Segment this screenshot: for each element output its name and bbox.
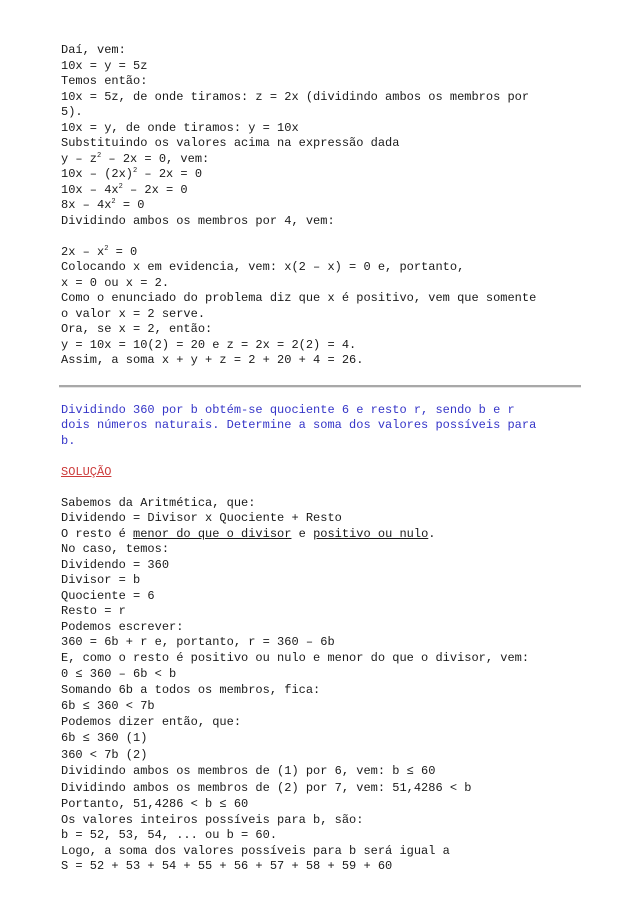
text-line: Substituindo os valores acima na expressão dada <box>61 136 400 150</box>
equation-line: $10x - 4x^2 - 2x = 0$ <box>61 182 188 197</box>
previous-solution <box>61 43 581 369</box>
equation-line: $2x - x^2 = 0$ <box>61 244 138 259</box>
problem-statement <box>61 403 581 450</box>
equation-line: $y - z^2 - 2x = 0$, vem: <box>61 151 210 166</box>
text-line: Dividindo ambos os membros de (1) por 6, vem: b ≤ 60 <box>61 764 436 778</box>
equation-line: y = 10x = 10(2) = 20 e z = 2x = 2(2) = 4. <box>61 337 357 352</box>
text-line: Logo, a soma dos valores possíveis para b será igual a <box>61 843 450 858</box>
text-line: Como o enunciado do problema diz que x é positivo, vem que somente <box>61 291 537 305</box>
equation-line: $8x - 4x^2 = 0$ <box>61 198 145 212</box>
equation-line: 360 = 6b + r e, portanto, r = 360 – 6b <box>61 635 335 649</box>
text-line: Sabemos da Aritmética, que: <box>61 495 256 510</box>
text-line: No caso, temos: <box>61 542 170 556</box>
equation-line: 10x = y = 5z <box>61 58 148 73</box>
text-line: 10x = y, de onde tiramos: y = 10x <box>61 120 299 135</box>
solution-heading: SOLUÇÃO <box>61 464 112 479</box>
blank-line <box>61 449 581 465</box>
blank-line <box>61 229 581 245</box>
problem-line: dois números naturais. Determine a soma dos valores possíveis para <box>61 418 537 432</box>
equation-line: $10x - (2x)^2 - 2x = 0$ <box>61 167 203 181</box>
text-line: 5). <box>61 105 83 119</box>
solution-body <box>61 496 581 875</box>
equation-line: b = 52, 53, 54, ... ou b = 60. <box>61 828 278 842</box>
text-line: Podemos dizer então, que: <box>61 714 242 729</box>
text-line: Dividendo = Divisor x Quociente + Resto <box>61 511 342 525</box>
text-line: Daí, vem: <box>61 43 126 57</box>
problem-line: Dividindo 360 por b obtém-se quociente 6 e resto r, sendo b e r <box>61 402 515 417</box>
section-divider <box>59 385 581 388</box>
document-page <box>61 43 581 875</box>
text-line: Dividendo = 360 <box>61 557 170 572</box>
text-line: Podemos escrever: <box>61 619 184 634</box>
problem-line: b. <box>61 433 76 448</box>
text-line: Quociente = 6 <box>61 588 155 603</box>
text-line: Resto = r <box>61 604 126 618</box>
equation-line: Portanto, 51,4286 < b ≤ 60 <box>61 797 249 811</box>
blank-line <box>61 480 581 496</box>
equation-line: 360 < 7b (2) <box>61 747 148 762</box>
equation-line: x = 0 ou x = 2. <box>61 275 170 290</box>
text-line: 10x = 5z, de onde tiramos: z = 2x (dividindo ambos os membros por <box>61 89 530 104</box>
text-line: o valor x = 2 serve. <box>61 306 206 321</box>
text-line: E, como o resto é positivo ou nulo e menor do que o divisor, vem: <box>61 650 530 665</box>
equation-line: 0 ≤ 360 – 6b < b <box>61 667 177 681</box>
text-line: Somando 6b a todos os membros, fica: <box>61 682 321 697</box>
equation-line: 6b ≤ 360 (1) <box>61 731 148 745</box>
text-line: Colocando x em evidencia, vem: x(2 – x) = 0 e, portanto, <box>61 260 465 274</box>
text-line: Dividindo ambos os membros por 4, vem: <box>61 213 335 228</box>
text-line: Divisor = b <box>61 573 141 587</box>
underlined-text: positivo ou nulo <box>313 526 429 541</box>
text-line: Assim, a soma x + y + z = 2 + 20 + 4 = 26. <box>61 353 364 367</box>
text-line: O resto é menor do que o divisor e positivo ou nulo. <box>61 526 436 541</box>
underlined-text: menor do que o divisor <box>133 526 292 541</box>
equation-line: 6b ≤ 360 < 7b <box>61 699 155 713</box>
text-line: Dividindo ambos os membros de (2) por 7, vem: 51,4286 < b <box>61 780 472 795</box>
equation-line: S = 52 + 53 + 54 + 55 + 56 + 57 + 58 + 59 + 60 <box>61 859 393 873</box>
text-line: Ora, se x = 2, então: <box>61 322 213 336</box>
text-line: Os valores inteiros possíveis para b, são: <box>61 812 364 827</box>
text-line: Temos então: <box>61 74 148 88</box>
